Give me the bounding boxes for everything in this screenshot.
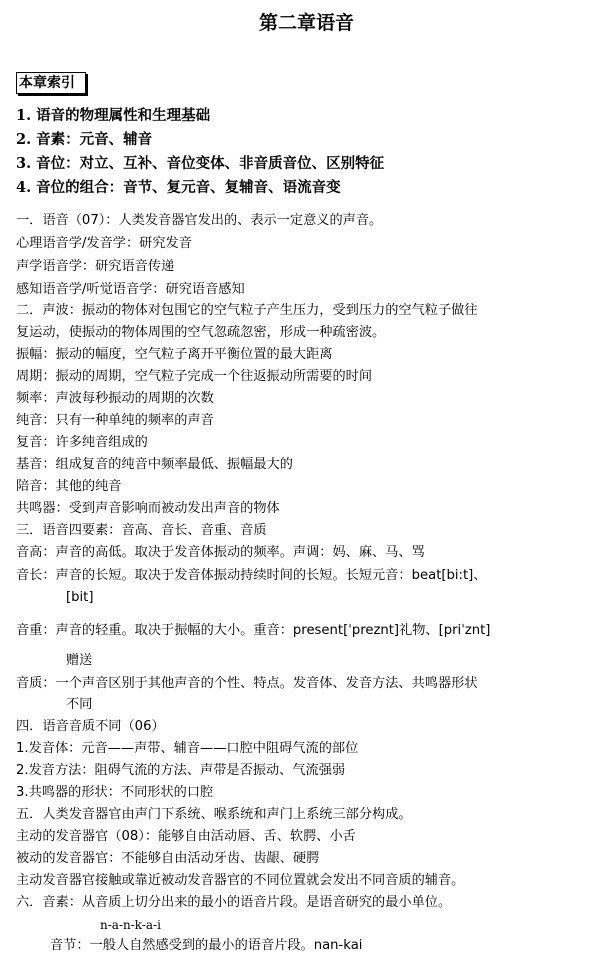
text-line: 被动的发音器官：不能够自由活动牙齿、齿龈、硬腭 [16,851,320,866]
text-line: 主动的发音器官（08）：能够自由活动唇、舌、软腭、小舌 [16,829,356,844]
text-line: 3.共鸣器的形状：不同形状的口腔 [16,785,214,800]
text-line: 振幅：振动的幅度，空气粒子离开平衡位置的最大距离 [16,347,333,362]
text-line: 心理语音学/发音学：研究发音 [16,236,192,251]
text-line: 频率：声波每秒振动的周期的次数 [16,391,214,406]
text-line: 音节：一般人自然感受到的最小的语音片段。nan-kai [50,938,363,953]
section-heading: 二．声波：振动的物体对包围它的空气粒子产生压力，受到压力的空气粒子做往 [16,303,478,318]
section-heading: 三．语音四要素：音高、音长、音重、音质 [16,523,267,538]
text-line: [bit] [66,590,94,605]
text-line: 1.发音体：元音——声带、辅音——口腔中阻碍气流的部位 [16,741,359,756]
text-line: 基音：组成复音的纯音中频率最低、振幅最大的 [16,457,293,472]
text-line: 赠送 [66,653,93,668]
text-line: 音重：声音的轻重。取决于振幅的大小。重音：present[ˈpreznt]礼物、[priˈznt] [16,623,491,638]
text-line: 音高：声音的高低。取决于发音体振动的频率。声调：妈、麻、马、骂 [16,545,425,560]
text-line: 感知语音学/听觉语音学：研究语音感知 [16,282,245,297]
text-line: 复音：许多纯音组成的 [16,435,148,450]
text-line: 声学语音学：研究语音传递 [16,259,175,274]
table-of-contents [16,104,384,200]
chapter-index-label: 本章索引 [16,72,86,94]
section-heading: 五．人类发音器官由声门下系统、喉系统和声门上系统三部分构成。 [16,807,412,822]
toc-item: 3. 音位：对立、互补、音位变体、非音质音位、区别特征 [16,155,385,172]
text-line: 纯音：只有一种单纯的频率的声音 [16,413,214,428]
toc-item: 1. 语音的物理属性和生理基础 [16,107,211,124]
text-line: 2.发音方法：阻碍气流的方法、声带是否振动、气流强弱 [16,763,346,778]
section-heading: 一．语音（07）：人类发音器官发出的、表示一定意义的声音。 [16,213,383,228]
section-heading: 四．语音音质不同（06） [16,719,165,734]
text-line: 复运动，使振动的物体周围的空气忽疏忽密，形成一种疏密波。 [16,325,386,340]
text-line: 陪音：其他的纯音 [16,479,122,494]
toc-item: 4. 音位的组合：音节、复元音、复辅音、语流音变 [16,179,341,196]
section-heading: 六．音素：从音质上切分出来的最小的语音片段。是语音研究的最小单位。 [16,895,452,910]
phoneme-example: n-a-n-k-a-i [100,918,161,932]
text-line: 音长：声音的长短。取决于发音体振动持续时间的长短。长短元音：beat[bi:t]、 [16,568,487,583]
text-line: 不同 [66,697,93,712]
toc-item: 2. 音素：元音、辅音 [16,131,153,148]
page-title: 第二章语音 [258,12,354,34]
text-line: 主动发音器官接触或靠近被动发音器官的不同位置就会发出不同音质的辅音。 [16,873,465,888]
text-line: 共鸣器：受到声音影响而被动发出声音的物体 [16,501,280,516]
text-line: 周期：振动的周期，空气粒子完成一个往返振动所需要的时间 [16,369,373,384]
text-line: 音质：一个声音区别于其他声音的个性、特点。发音体、发音方法、共鸣器形状 [16,676,478,691]
